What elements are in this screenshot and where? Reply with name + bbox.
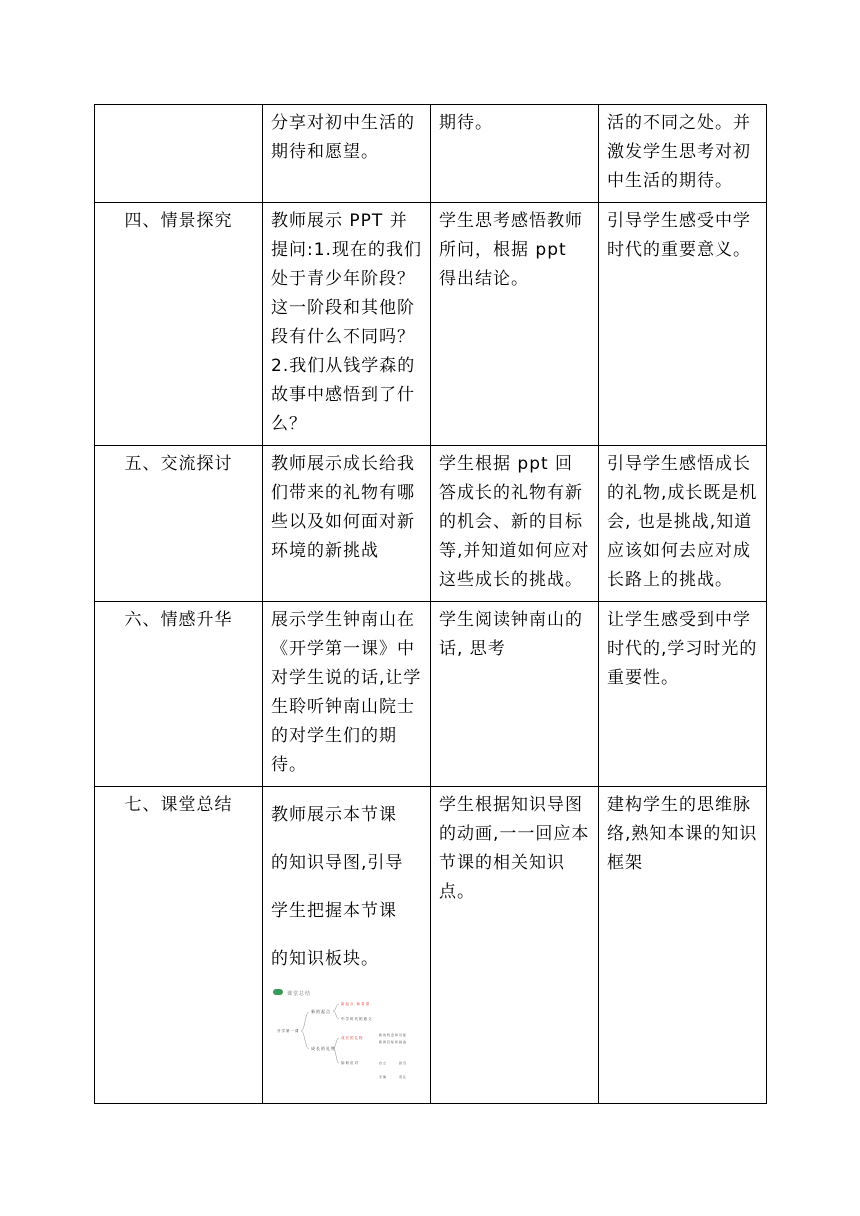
mindmap-leaf: 新的机会和可能 bbox=[379, 1033, 408, 1037]
mindmap-root: 开学第一课 bbox=[277, 1029, 300, 1033]
design-intent-cell: 活的不同之处。并激发学生思考对初中生活的期待。 bbox=[599, 105, 767, 203]
stage-cell: 七、课堂总结 bbox=[95, 787, 263, 1104]
table-row bbox=[95, 203, 767, 446]
design-intent-cell: 让学生感受到中学时代的,学习时光的重要性。 bbox=[599, 602, 767, 787]
mindmap-branch-2: 成长的礼物 bbox=[311, 1046, 336, 1051]
table-row bbox=[95, 602, 767, 787]
teacher-activity-line: 的知识导图,引导 bbox=[271, 853, 404, 873]
mindmap-connector bbox=[333, 1004, 339, 1019]
mindmap-leaf: 责任 bbox=[399, 1075, 408, 1079]
student-activity-cell: 学生根据知识导图的动画,一一回应本节课的相关知识点。 bbox=[431, 787, 599, 1104]
teacher-activity-cell bbox=[263, 105, 431, 203]
student-activity-cell: 学生根据 ppt 回答成长的礼物有新的机会、新的目标等,并知道如何应对这些成长的挑战。 bbox=[431, 446, 599, 602]
teacher-activity-text: 教师展示 PPT 并提问:1.现在的我们处于青少年阶段？这一阶段和其他阶段有什么不同吗？2.我们从钱学森的故事中感悟到了什么？ bbox=[271, 211, 422, 434]
teacher-activity-cell bbox=[263, 787, 431, 1104]
teacher-activity-text: 教师展示成长给我们带来的礼物有哪些以及如何面对新环境的新挑战 bbox=[271, 454, 415, 561]
teacher-activity-line: 学生把握本节课 bbox=[271, 901, 397, 921]
mindmap-item: 如何应对 bbox=[341, 1061, 359, 1065]
teacher-activity-cell bbox=[263, 446, 431, 602]
stage-cell: 五、交流探讨 bbox=[95, 446, 263, 602]
mindmap-leaf: 无悔 bbox=[379, 1075, 388, 1079]
student-activity-cell: 学生阅读钟南山的话, 思考 bbox=[431, 602, 599, 787]
mindmap-branch-1: 新的起点 bbox=[311, 1009, 331, 1014]
teacher-activity-text: 分享对初中生活的期待和愿望。 bbox=[271, 113, 415, 162]
design-intent-cell: 引导学生感受中学时代的重要意义。 bbox=[599, 203, 767, 446]
mindmap-item: 中学时代的意义 bbox=[341, 1017, 373, 1021]
mindmap-header: 课堂总结 bbox=[287, 991, 312, 997]
table-row bbox=[95, 105, 767, 203]
mindmap-header-badge bbox=[273, 989, 283, 995]
lesson-plan-table bbox=[94, 104, 767, 1104]
knowledge-mindmap-image bbox=[271, 987, 421, 1087]
mindmap-connector bbox=[301, 1012, 309, 1049]
design-intent-cell: 引导学生感悟成长的礼物,成长既是机会, 也是挑战,知道应该如何去应对成长路上的挑战。 bbox=[599, 446, 767, 602]
mindmap-item: 成长的礼物 bbox=[341, 1036, 364, 1040]
mindmap-leaf: 自立 bbox=[379, 1061, 388, 1065]
teacher-activity-line: 的知识板块。 bbox=[271, 949, 379, 969]
student-activity-cell: 学生思考感悟教师所问，根据 ppt 得出结论。 bbox=[431, 203, 599, 446]
stage-cell: 四、情景探究 bbox=[95, 203, 263, 446]
mindmap-leaf: 担当 bbox=[399, 1061, 408, 1065]
stage-cell: 六、情感升华 bbox=[95, 602, 263, 787]
stage-cell bbox=[95, 105, 263, 203]
teacher-activity-line: 教师展示本节课 bbox=[271, 805, 397, 825]
mindmap-leaf: 新的目标和挑战 bbox=[379, 1040, 408, 1044]
teacher-activity-cell bbox=[263, 203, 431, 446]
table-row bbox=[95, 787, 767, 1104]
student-activity-cell: 期待。 bbox=[431, 105, 599, 203]
teacher-activity-text: 展示学生钟南山在《开学第一课》中对学生说的话,让学生聆听钟南山院士的对学生们的期待。 bbox=[271, 610, 422, 775]
table-row bbox=[95, 446, 767, 602]
teacher-activity-cell bbox=[263, 602, 431, 787]
mindmap-item: 新起点 新希望 bbox=[341, 1002, 371, 1006]
design-intent-cell: 建构学生的思维脉络,熟知本课的知识框架 bbox=[599, 787, 767, 1104]
